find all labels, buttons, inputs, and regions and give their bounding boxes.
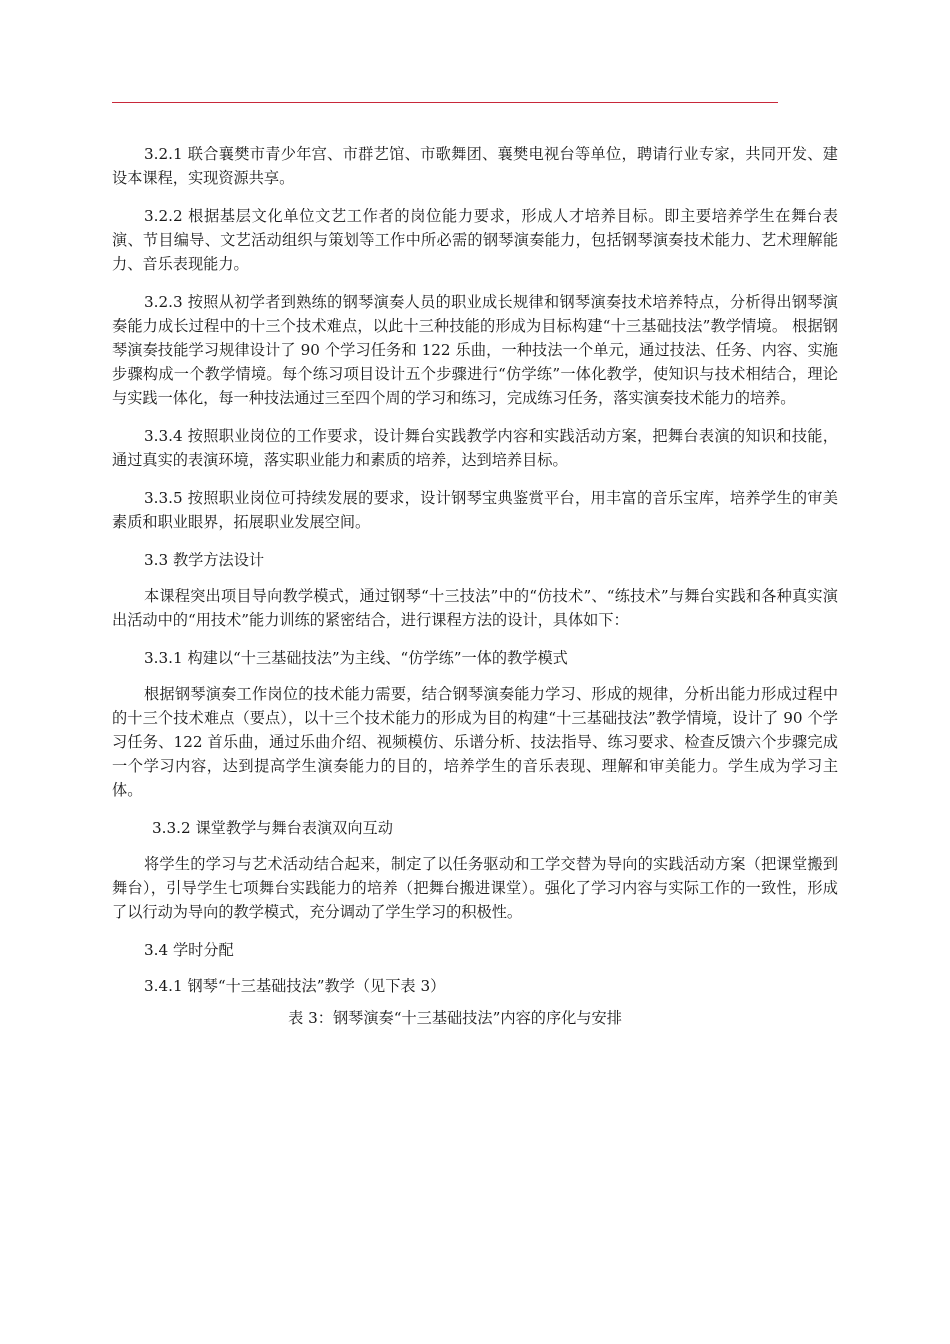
section-heading-3-4: 3.4 学时分配 [144,941,234,959]
subheading-3-3-1: 3.3.1 构建以“十三基础技法”为主线、“仿学练”一体的教学模式 [144,649,568,667]
paragraph-teaching-mode: 根据钢琴演奏工作岗位的技术能力需要，结合钢琴演奏能力学习、形成的规律，分析出能力形成过程中的十三个技术难点（要点），以十三个技术能力的形成为目的构建“十三基础技法”教学情境，设计了 90 个学习任务、122 首乐曲，通过乐曲介绍、视频模仿、乐谱分析、技法指导、练习要求、检查反馈六个步骤完成一个学习内容，达到提高学生演奏能力的目的，培养学生的音乐表现、理解和审美能力。学生成为学习主体。 [112,685,838,799]
paragraph-3-3-5: 3.3.5 按照职业岗位可持续发展的要求，设计钢琴宝典鉴赏平台，用丰富的音乐宝库，培养学生的审美素质和职业眼界，拓展职业发展空间。 [112,489,838,531]
header-rule [112,102,778,103]
paragraph-stage-interaction: 将学生的学习与艺术活动结合起来，制定了以任务驱动和工学交替为导向的实践活动方案（把课堂搬到舞台），引导学生七项舞台实践能力的培养（把舞台搬进课堂）。强化了学习内容与实际工作的一致性，形成了以行动为导向的教学模式，充分调动了学生学习的积极性。 [112,855,838,921]
table-caption: 表 3：钢琴演奏“十三基础技法”内容的序化与安排 [288,1009,622,1027]
paragraph-3-3-4: 3.3.4 按照职业岗位的工作要求，设计舞台实践教学内容和实践活动方案，把舞台表演的知识和技能，通过真实的表演环境，落实职业能力和素质的培养，达到培养目标。 [112,427,838,469]
paragraph-3-2-2: 3.2.2 根据基层文化单位文艺工作者的岗位能力要求，形成人才培养目标。即主要培养学生在舞台表演、节目编导、文艺活动组织与策划等工作中所必需的钢琴演奏能力，包括钢琴演奏技术能力、艺术理解能力、音乐表现能力。 [112,207,838,273]
subheading-3-4-1: 3.4.1 钢琴“十三基础技法”教学（见下表 3） [144,977,446,995]
subheading-3-3-2: 3.3.2 课堂教学与舞台表演双向互动 [152,819,393,837]
paragraph-methods-intro: 本课程突出项目导向教学模式，通过钢琴“十三技法”中的“仿技术”、“练技术”与舞台实践和各种真实演出活动中的“用技术”能力训练的紧密结合，进行课程方法的设计，具体如下： [112,587,838,629]
paragraph-3-2-1: 3.2.1 联合襄樊市青少年宫、市群艺馆、市歌舞团、襄樊电视台等单位，聘请行业专家，共同开发、建设本课程，实现资源共享。 [112,145,838,187]
section-heading-3-3: 3.3 教学方法设计 [144,551,265,569]
document-body [112,142,838,1030]
paragraph-3-2-3: 3.2.3 按照从初学者到熟练的钢琴演奏人员的职业成长规律和钢琴演奏技术培养特点，分析得出钢琴演奏能力成长过程中的十三个技术难点，以此十三种技能的形成为目标构建“十三基础技法”教学情境。 根据钢琴演奏技能学习规律设计了 90 个学习任务和 122 乐曲，一种技法一个单元，通过技法、任务、内容、实施步骤构成一个教学情境。每个练习项目设计五个步骤进行“仿学练”一体化教学，使知识与技术相结合，理论与实践一体化，每一种技法通过三至四个周的学习和练习，完成练习任务，落实演奏技术能力的培养。 [112,293,838,407]
